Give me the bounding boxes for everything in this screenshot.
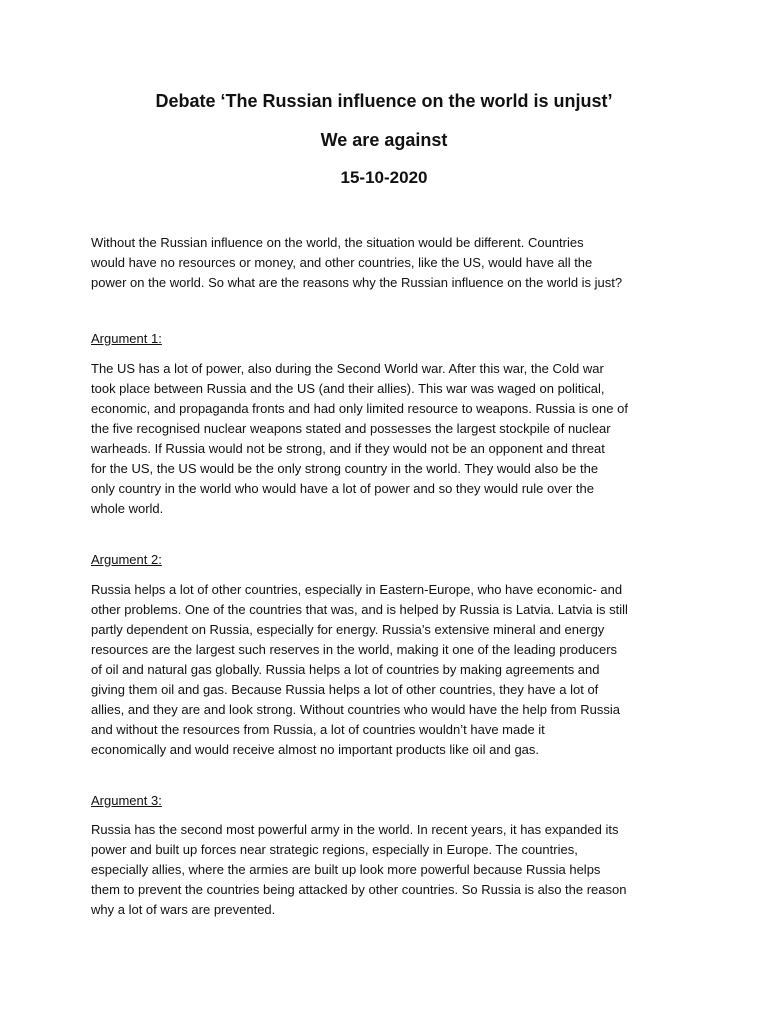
argument-2-line: allies, and they are and look strong. Without countries who would have the help from Russia: [91, 702, 620, 717]
argument-3-line: them to prevent the countries being attacked by other countries. So Russia is also the reason: [91, 882, 627, 897]
intro-line: power on the world. So what are the reasons why the Russian influence on the world is just?: [91, 275, 623, 290]
argument-2-paragraph: [91, 580, 681, 760]
argument-2-line: and without the resources from Russia, a lot of countries wouldn’t have made it: [91, 722, 545, 737]
argument-2-line: economically and would receive almost no important products like oil and gas.: [91, 742, 540, 757]
argument-1-line: The US has a lot of power, also during the Second World war. After this war, the Cold war: [91, 361, 604, 376]
intro-line: would have no resources or money, and other countries, like the US, would have all the: [91, 255, 593, 270]
argument-2-line: resources are the largest such reserves in the world, making it one of the leading producers: [91, 642, 618, 657]
document-date: 15-10-2020: [340, 168, 428, 187]
document-stance: We are against: [320, 130, 448, 150]
argument-2-line: giving them oil and gas. Because Russia helps a lot of other countries, they have a lot of: [91, 682, 599, 697]
argument-1-heading: Argument 1:: [91, 331, 162, 346]
argument-3-line: power and built up forces near strategic regions, especially in Europe. The countries,: [91, 842, 578, 857]
argument-1-line: only country in the world who would have a lot of power and so they would rule over the: [91, 481, 594, 496]
argument-2-line: other problems. One of the countries that was, and is helped by Russia is Latvia. Latvia is still: [91, 602, 628, 617]
argument-3-line: Russia has the second most powerful army in the world. In recent years, it has expanded its: [91, 822, 619, 837]
argument-1-line: the five recognised nuclear weapons stated and possesses the largest stockpile of nuclear: [91, 421, 611, 436]
argument-2-line: partly dependent on Russia, especially for energy. Russia’s extensive mineral and energy: [91, 622, 605, 637]
argument-1-paragraph: [91, 359, 681, 519]
argument-2-line: of oil and natural gas globally. Russia helps a lot of countries by making agreements and: [91, 662, 600, 677]
intro-line: Without the Russian influence on the world, the situation would be different. Countries: [91, 235, 584, 250]
argument-1-line: took place between Russia and the US (and their allies). This war was waged on political,: [91, 381, 605, 396]
argument-1-line: economic, and propaganda fronts and had only limited resource to weapons. Russia is one of: [91, 401, 628, 416]
document-title: Debate ‘The Russian influence on the world is unjust’: [155, 91, 613, 111]
argument-2-line: Russia helps a lot of other countries, especially in Eastern-Europe, who have economic- and: [91, 582, 623, 597]
argument-1-line: for the US, the US would be the only strong country in the world. They would also be the: [91, 461, 599, 476]
argument-3-line: why a lot of wars are prevented.: [91, 902, 276, 917]
argument-3-paragraph: [91, 820, 681, 920]
argument-2-heading: Argument 2:: [91, 552, 162, 567]
argument-1-line: whole world.: [91, 501, 164, 516]
argument-1-line: warheads. If Russia would not be strong, and if they would not be an opponent and threat: [91, 441, 605, 456]
argument-3-heading: Argument 3:: [91, 793, 162, 808]
intro-paragraph: [91, 233, 681, 293]
argument-3-line: especially allies, where the armies are built up look more powerful because Russia helps: [91, 862, 601, 877]
